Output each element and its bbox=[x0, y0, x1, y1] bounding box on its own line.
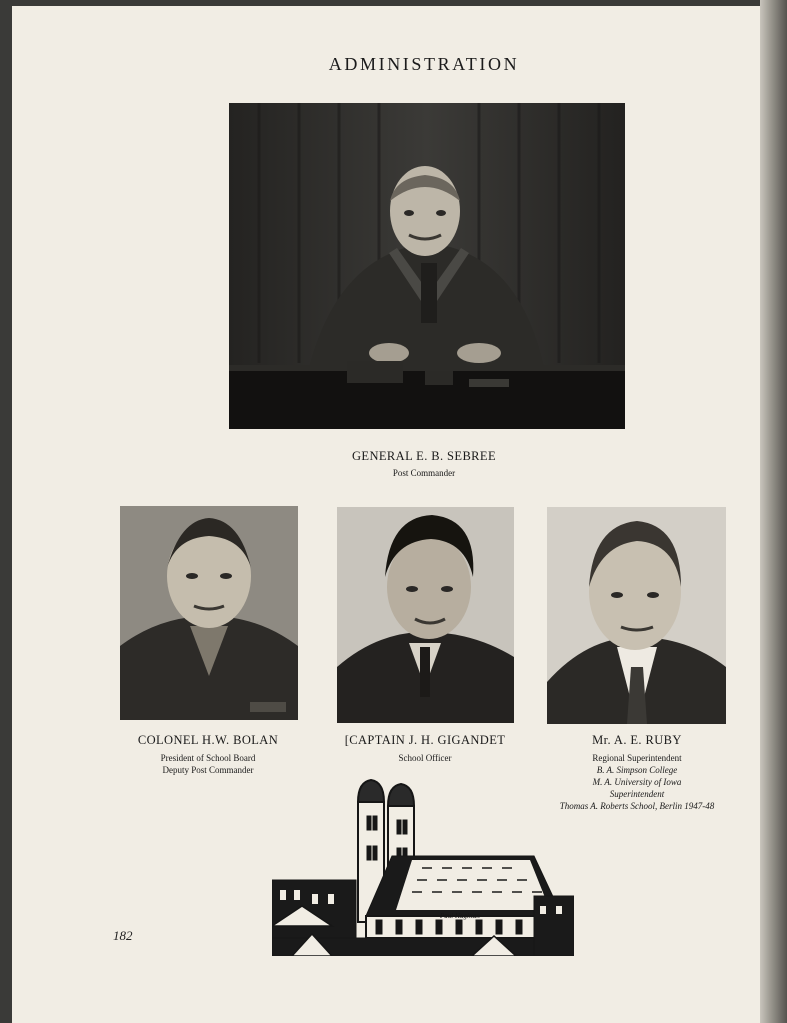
frauenkirche-drawing bbox=[272, 776, 574, 956]
gigandet-portrait-image bbox=[337, 507, 514, 723]
general-name: GENERAL E. B. SEBREE bbox=[352, 449, 496, 463]
general-role: Post Commander bbox=[392, 468, 456, 478]
bolan-line-2: Deputy Post Commander bbox=[162, 765, 254, 775]
page-title: ADMINISTRATION bbox=[328, 54, 520, 74]
bolan-line-1: President of School Board bbox=[160, 753, 256, 763]
bolan-portrait-image bbox=[120, 506, 298, 720]
bolan-caption bbox=[108, 733, 308, 776]
cathedral-illustration bbox=[272, 776, 574, 956]
general-portrait-image bbox=[229, 103, 625, 429]
illustration-signature: Paul Haglitan bbox=[440, 912, 480, 920]
general-portrait-photo bbox=[229, 103, 625, 429]
bolan-name: COLONEL H.W. BOLAN bbox=[137, 733, 279, 747]
gigandet-portrait-photo bbox=[337, 507, 514, 723]
ruby-portrait-photo bbox=[547, 507, 726, 724]
ruby-italic-line-4: Thomas A. Roberts School, Berlin 1947-48 bbox=[559, 801, 715, 811]
bolan-portrait-photo bbox=[120, 506, 298, 720]
ruby-italic-line-2: M. A. University of Iowa bbox=[592, 777, 682, 787]
gigandet-line-1: School Officer bbox=[398, 753, 452, 763]
gigandet-name: [CAPTAIN J. H. GIGANDET bbox=[344, 733, 506, 747]
page-edge-shadow bbox=[760, 0, 787, 1023]
ruby-portrait-image bbox=[547, 507, 726, 724]
ruby-line-1: Regional Superintendent bbox=[592, 753, 682, 763]
ruby-name: Mr. A. E. RUBY bbox=[592, 733, 682, 747]
general-caption bbox=[299, 449, 549, 479]
gigandet-caption bbox=[320, 733, 530, 764]
ruby-italic-line-1: B. A. Simpson College bbox=[596, 765, 678, 775]
page-number: 182 bbox=[113, 928, 133, 943]
ruby-italic-line-3: Superintendent bbox=[609, 789, 665, 799]
